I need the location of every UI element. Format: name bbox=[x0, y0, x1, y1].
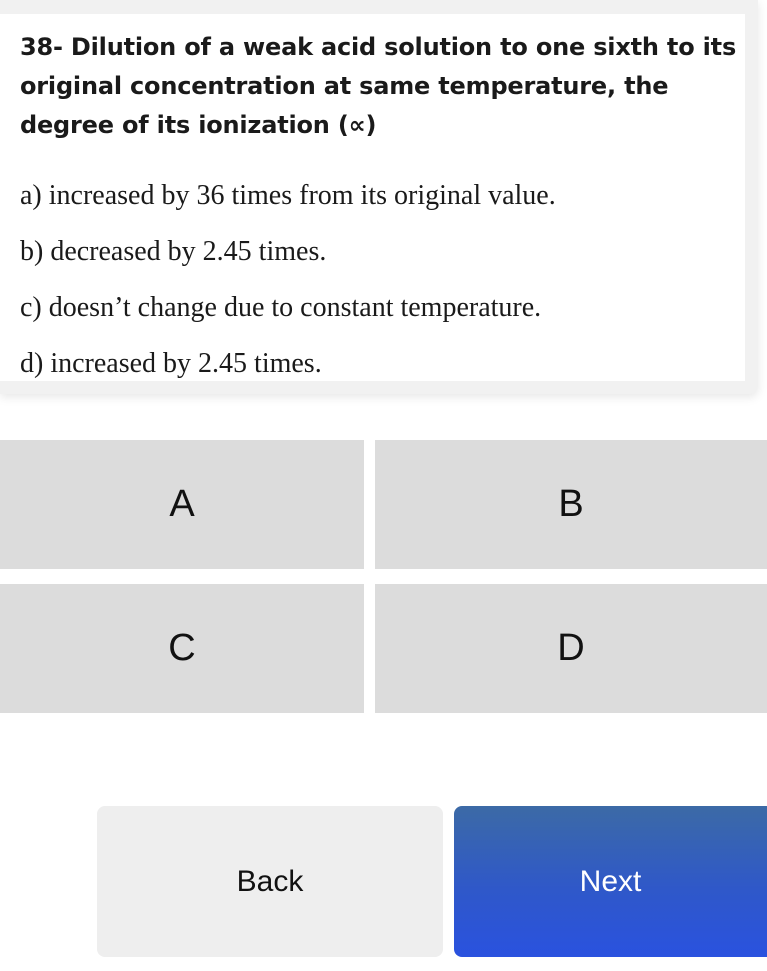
option-c-text: c) doesn’t change due to constant temperature. bbox=[20, 292, 542, 323]
back-button-label: Back bbox=[236, 864, 304, 898]
back-button[interactable] bbox=[97, 806, 443, 957]
option-a-text: a) increased by 36 times from its original value. bbox=[20, 180, 556, 211]
answer-button-d[interactable] bbox=[375, 584, 767, 713]
option-d-text: d) increased by 2.45 times. bbox=[20, 348, 322, 379]
next-button[interactable] bbox=[454, 806, 767, 957]
answer-button-a[interactable] bbox=[0, 440, 364, 569]
question-card bbox=[0, 14, 745, 381]
answer-button-b[interactable] bbox=[375, 440, 767, 569]
next-button-label: Next bbox=[579, 864, 642, 898]
answer-button-d-label: D bbox=[557, 627, 585, 669]
question-text: 38- Dilution of a weak acid solution to one sixth to its original concentration at same temperature, the degree of its ionization (∝) bbox=[20, 33, 737, 139]
answer-button-c-label: C bbox=[168, 627, 196, 669]
answer-button-a-label: A bbox=[169, 483, 195, 525]
option-b-text: b) decreased by 2.45 times. bbox=[20, 236, 327, 267]
answer-button-c[interactable] bbox=[0, 584, 364, 713]
answer-button-b-label: B bbox=[558, 483, 584, 525]
